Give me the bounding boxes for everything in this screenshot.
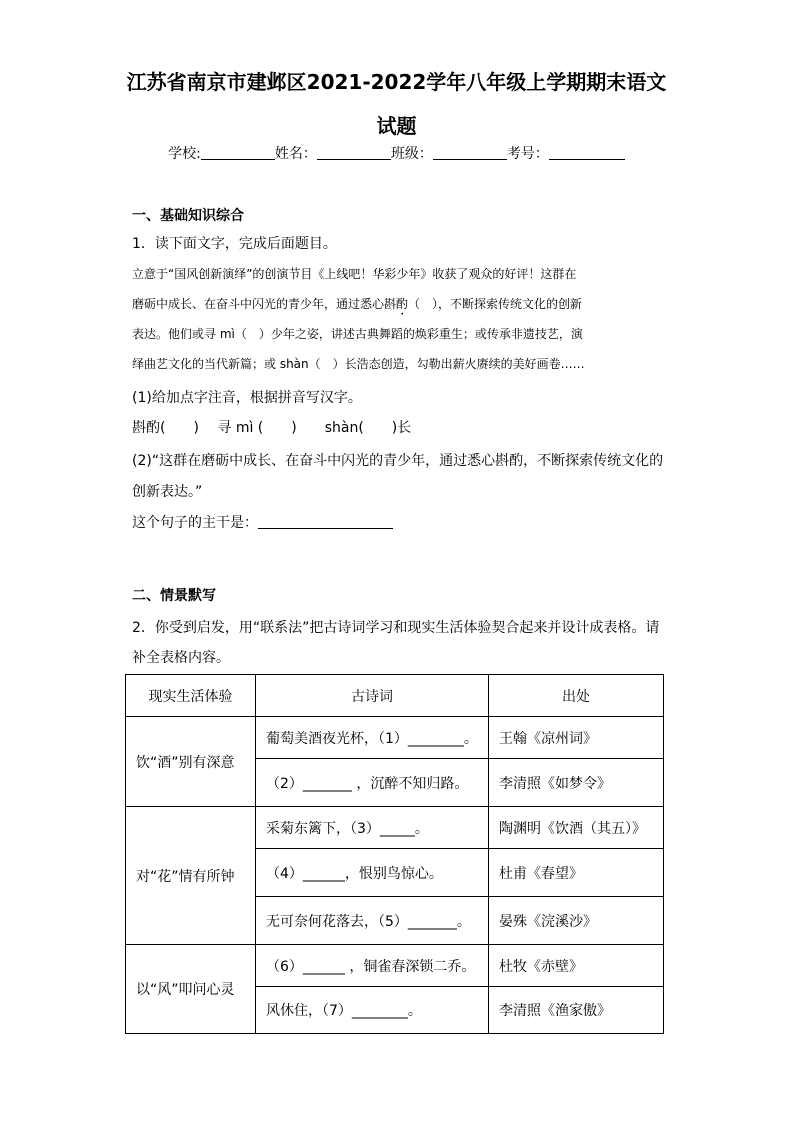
column-header: 现实生活体验 xyxy=(126,675,256,717)
class-label: 班级： xyxy=(390,146,433,162)
source-cell: 王翰《凉州词》 xyxy=(489,717,664,759)
poem-cell: （4）______，恨别鸟惊心。 xyxy=(256,849,489,897)
student-info-line xyxy=(0,144,793,164)
poetry-table xyxy=(125,674,664,1034)
class-blank xyxy=(433,144,507,160)
passage-text: 磨砺中成长、在奋斗中闪光的青少年，通过悉心斟 xyxy=(132,297,397,311)
column-header: 古诗词 xyxy=(256,675,489,717)
question-1-prompt: 1．读下面文字，完成后面题目。 xyxy=(132,236,337,252)
section-heading-dictation: 二、情景默写 xyxy=(132,588,216,604)
subquestion-2: (2)“这群在磨砺中成长、在奋斗中闪光的青少年，通过悉心斟酌，不断探索传统文化的 xyxy=(132,453,664,469)
sentence-trunk-answer xyxy=(132,513,393,533)
source-cell: 晏殊《浣溪沙》 xyxy=(489,897,664,945)
school-label: 学校: xyxy=(168,146,201,162)
experience-cell: 以“风”叩问心灵 xyxy=(126,945,256,1034)
subquestion-1-items: 斟酌( ) 寻 mì ( ) shàn( )长 xyxy=(132,420,412,436)
source-cell: 杜甫《春望》 xyxy=(489,849,664,897)
table-header-row xyxy=(126,675,664,717)
experience-cell: 对“花”情有所钟 xyxy=(126,807,256,945)
table-row xyxy=(126,717,664,759)
poem-cell: 风休住，（7）________。 xyxy=(256,987,489,1034)
section-heading-basics: 一、基础知识综合 xyxy=(132,208,244,224)
name-label: 姓名： xyxy=(274,146,317,162)
document-title: 江苏省南京市建邺区2021-2022学年八年级上学期期末语文 xyxy=(126,70,667,94)
passage-line: 表达。他们或寻 mì（ ）少年之姿，讲述古典舞蹈的焕彩重生；或传承非遗技艺，演 xyxy=(132,327,583,341)
dotted-character: 酌 xyxy=(396,297,409,311)
exam-number-label: 考号： xyxy=(506,146,549,162)
poem-cell: 无可奈何花落去，（5）_______。 xyxy=(256,897,489,945)
answer-blank xyxy=(258,513,393,529)
subquestion-1: (1)给加点字注音，根据拼音写汉字。 xyxy=(132,390,362,406)
table-row xyxy=(126,945,664,987)
passage-text: （ ），不断探索传统文化的创新 xyxy=(408,297,583,311)
document-title-continued: 试题 xyxy=(376,114,417,138)
experience-cell: 饮“酒”别有深意 xyxy=(126,717,256,807)
poem-cell: （6）______ ，铜雀春深锁二乔。 xyxy=(256,945,489,987)
passage-line: 绎曲艺文化的当代新篇；或 shàn（ ）长浩态创造，勾勒出薪火赓续的美好画卷…… xyxy=(132,357,585,371)
school-blank xyxy=(201,144,275,160)
poem-cell: 采菊东篱下，（3）_____。 xyxy=(256,807,489,849)
poem-cell: （2）_______ ，沉醉不知归路。 xyxy=(256,759,489,807)
source-cell: 李清照《渔家傲》 xyxy=(489,987,664,1034)
exam-number-blank xyxy=(549,144,625,160)
answer-label: 这个句子的主干是： xyxy=(132,515,258,531)
question-2-prompt-continued: 补全表格内容。 xyxy=(132,650,230,666)
table-row xyxy=(126,807,664,849)
subquestion-2-continued: 创新表达。” xyxy=(132,484,203,500)
name-blank xyxy=(317,144,391,160)
source-cell: 杜牧《赤壁》 xyxy=(489,945,664,987)
poem-cell: 葡萄美酒夜光杯，（1）________。 xyxy=(256,717,489,759)
question-2-prompt: 2．你受到启发，用“联系法”把古诗词学习和现实生活体验契合起来并设计成表格。请 xyxy=(132,620,660,636)
source-cell: 陶渊明《饮酒（其五）》 xyxy=(489,807,664,849)
passage-line: 立意于“国风创新演绎”的创演节目《上线吧！华彩少年》收获了观众的好评！这群在 xyxy=(132,267,577,281)
column-header: 出处 xyxy=(489,675,664,717)
reading-passage xyxy=(132,259,662,379)
source-cell: 李清照《如梦令》 xyxy=(489,759,664,807)
passage-line xyxy=(132,289,662,319)
